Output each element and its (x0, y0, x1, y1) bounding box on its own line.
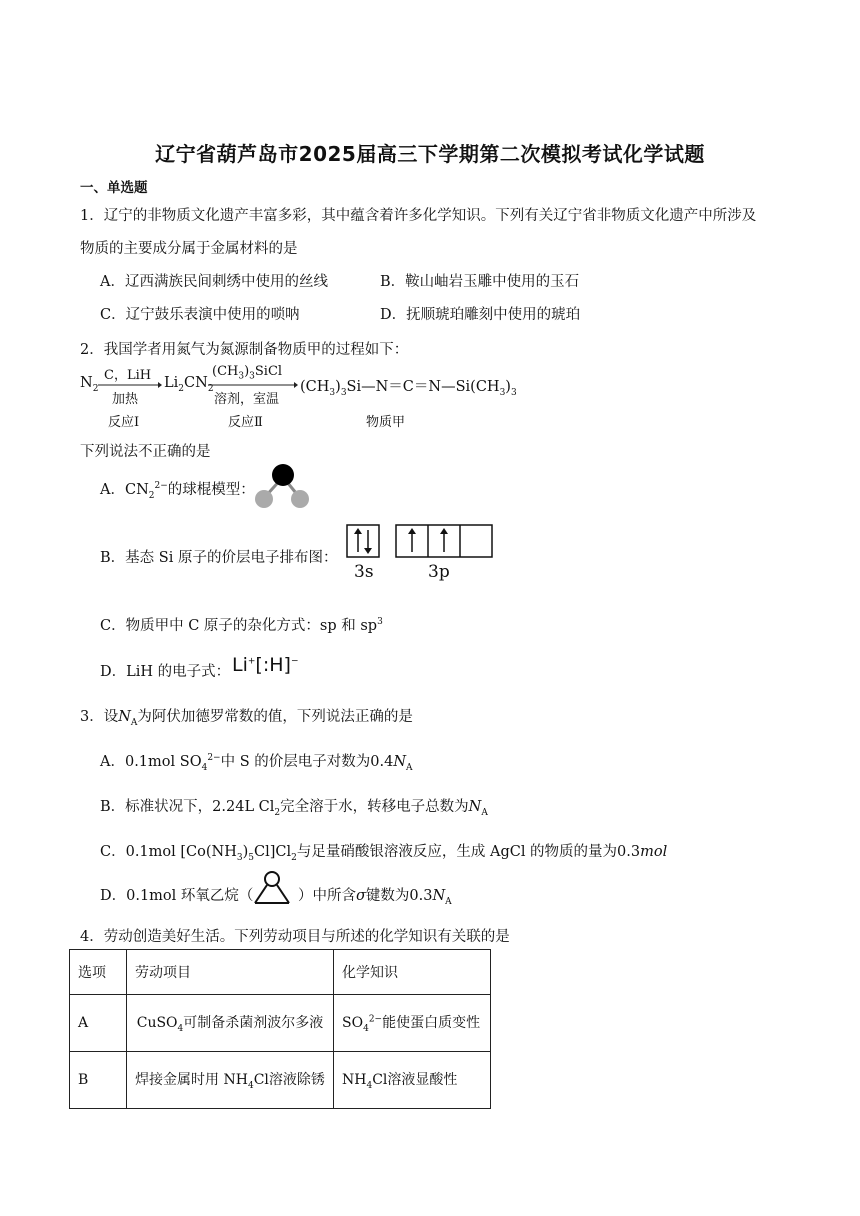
row-b-option: B (70, 1052, 127, 1109)
product-formula: $(CH_3)_3Si—N=C=N—Si(CH_3)_3$ (300, 379, 517, 398)
reaction1-conditions-top: C，LiH (104, 368, 152, 383)
row-b-chem-knowledge: $NH_4Cl$溶液显酸性 (334, 1052, 491, 1109)
q3-option-c: C．0.1mol $[Co(NH_3)_5Cl]Cl_2$与足量硝酸银溶液反应，生成 AgCl 的物质的量为0.3mol (100, 844, 668, 863)
reactant-n2: $N_2$ (80, 375, 99, 394)
ball-stick-model-icon (250, 462, 314, 512)
q3-option-d-part2: ）中所含σ键数为$0.3N_A$ (298, 888, 452, 907)
q3-option-d-part1: D．0.1mol 环氧乙烷（ (100, 888, 254, 904)
q2-option-b: B．基态 Si 原子的价层电子排布图： (100, 550, 338, 566)
product-label: 物质甲 (366, 415, 406, 430)
q3-option-a: A．0.1mol $SO_4^{2-}$中 S 的价层电子对数为$0.4N_A$ (100, 753, 413, 773)
table-row (70, 1052, 491, 1109)
labor-knowledge-table (69, 949, 491, 1109)
q4-stem: 4．劳动创造美好生活。下列劳动项目与所述的化学知识有关联的是 (80, 929, 510, 945)
row-a-labor-item: CuSO$_4$可制备杀菌剂波尔多液 (127, 995, 334, 1052)
table-row (70, 995, 491, 1052)
orbital-label-3p: 3p (428, 562, 450, 582)
q1-stem-line1: 1．辽宁的非物质文化遗产丰富多彩，其中蕴含着许多化学知识。下列有关辽宁省非物质文化遗产中所涉及 (80, 208, 757, 224)
q2-option-d: D．LiH 的电子式： (100, 664, 231, 680)
section-heading: 一、单选题 (80, 180, 148, 196)
q1-option-d: D．抚顺琥珀雕刻中使用的琥珀 (380, 307, 581, 323)
lih-electron-formula: Li+[:H]− (232, 654, 299, 676)
q3-stem: 3．设$N_A$为阿伏加德罗常数的值，下列说法正确的是 (80, 709, 413, 728)
row-a-option: A (70, 995, 127, 1052)
q2-question: 下列说法不正确的是 (80, 444, 211, 460)
row-b-labor-item: 焊接金属时用 $NH_4Cl$溶液除锈 (127, 1052, 334, 1109)
header-option: 选项 (70, 950, 127, 995)
reaction2-label: 反应Ⅱ (228, 415, 263, 430)
reaction1-conditions-bottom: 加热 (112, 392, 139, 407)
electron-orbital-diagram-icon (346, 524, 496, 560)
reaction2-conditions-top: $(CH_3)_3SiCl$ (212, 364, 283, 382)
row-a-chem-knowledge: $SO_4^{2-}$能使蛋白质变性 (334, 995, 491, 1052)
q1-option-b: B．鞍山岫岩玉雕中使用的玉石 (380, 274, 580, 290)
table-header-row (70, 950, 491, 995)
header-labor-item: 劳动项目 (127, 950, 334, 995)
q3-option-b: B．标准状况下，2.24L $Cl_2$完全溶于水，转移电子总数为$N_A$ (100, 799, 488, 818)
q1-option-c: C．辽宁鼓乐表演中使用的唢呐 (100, 307, 300, 323)
orbital-label-3s: 3s (354, 562, 374, 582)
page-title: 辽宁省葫芦岛市2025届高三下学期第二次模拟考试化学试题 (155, 142, 705, 166)
reaction1-label: 反应Ⅰ (108, 415, 140, 430)
q1-stem-line2: 物质的主要成分属于金属材料的是 (80, 241, 298, 257)
q2-option-c: C．物质甲中 C 原子的杂化方式：sp 和 $sp^3$ (100, 617, 383, 634)
header-chem-knowledge: 化学知识 (334, 950, 491, 995)
ethylene-oxide-structure-icon (250, 870, 294, 908)
reaction-scheme (80, 364, 520, 432)
q2-stem: 2．我国学者用氮气为氮源制备物质甲的过程如下： (80, 342, 409, 358)
q2-option-a: A．$CN_2^{2-}$的球棍模型： (100, 481, 255, 501)
intermediate-li2cn2: $Li_2CN_2$ (164, 375, 214, 394)
q1-option-a: A．辽西满族民间刺绣中使用的丝线 (100, 274, 328, 290)
reaction2-conditions-bottom: 溶剂，室温 (214, 392, 280, 407)
